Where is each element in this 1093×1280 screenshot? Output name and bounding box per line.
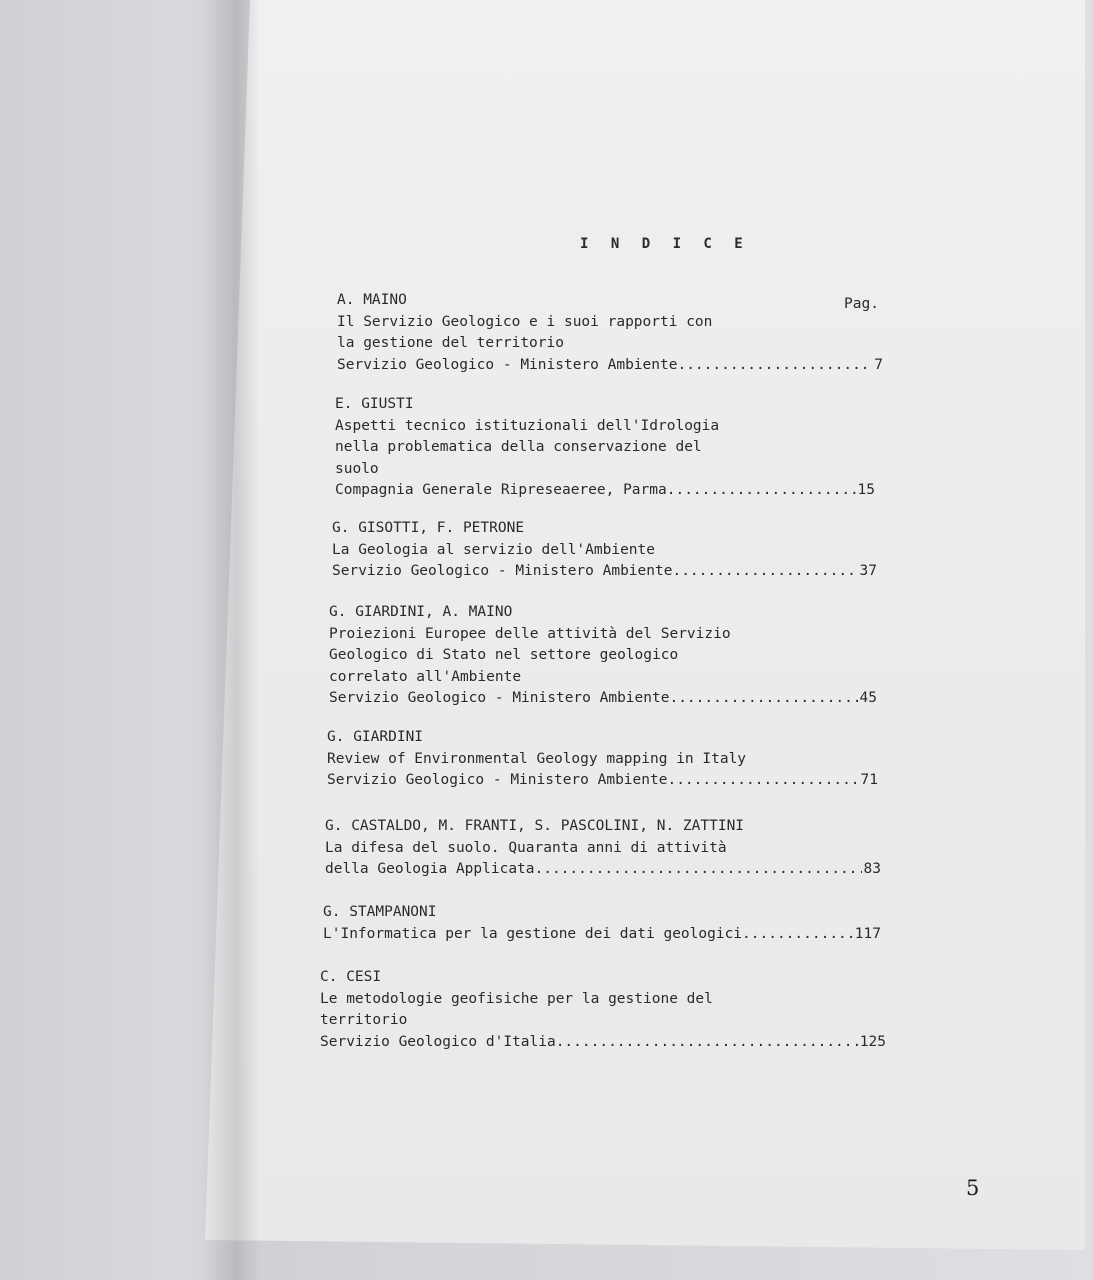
entry-title-line: Proiezioni Europee delle attività del Servizio xyxy=(329,625,731,642)
page-number: 5 xyxy=(966,1176,980,1200)
entry-authors: A. MAINO xyxy=(337,292,407,308)
entry-authors: C. CESI xyxy=(320,969,382,985)
index-entry xyxy=(329,602,877,710)
entry-title-line: Geologico di Stato nel settore geologico xyxy=(329,647,679,663)
entry-title-line: La Geologia al servizio dell'Ambiente xyxy=(332,541,656,558)
dot-leader xyxy=(667,480,856,502)
entry-authors: E. GIUSTI xyxy=(335,396,414,412)
entry-affiliation-line xyxy=(327,770,878,792)
dot-leader xyxy=(742,924,853,946)
entry-authors: G. GIARDINI xyxy=(327,729,424,745)
entry-authors: G. STAMPANONI xyxy=(323,904,437,920)
entry-page-number: 15 xyxy=(857,482,875,498)
dot-leader xyxy=(667,770,858,792)
entry-affiliation-line xyxy=(320,1032,886,1054)
dot-leader xyxy=(669,688,857,710)
index-entry xyxy=(327,727,878,792)
entry-title-line: Le metodologie geofisiche per la gestione del xyxy=(320,990,713,1007)
index-entry xyxy=(323,902,881,945)
entry-title-line: Aspetti tecnico istituzionali dell'Idrologia xyxy=(335,417,720,434)
dot-leader xyxy=(672,561,857,583)
entry-page-number: 83 xyxy=(863,861,881,877)
entry-authors: G. GIARDINI, A. MAINO xyxy=(329,604,513,620)
entry-affiliation: Servizio Geologico d'Italia xyxy=(320,1033,556,1050)
index-heading: I N D I C E xyxy=(580,236,750,252)
entry-affiliation: Compagnia Generale Ripreseaeree, Parma xyxy=(335,482,667,498)
entry-page-number: 45 xyxy=(859,690,877,706)
entry-page-number: 125 xyxy=(859,1033,886,1050)
entry-page-number: 7 xyxy=(874,356,883,373)
entry-title-line: la gestione del territorio xyxy=(337,335,564,351)
index-entry xyxy=(332,518,877,583)
index-entry xyxy=(335,394,875,502)
entry-affiliation: Servizio Geologico - Ministero Ambiente xyxy=(327,772,668,788)
entry-affiliation-line xyxy=(332,561,877,583)
entry-affiliation: L'Informatica per la gestione dei dati geologici xyxy=(323,925,743,942)
entry-affiliation: Servizio Geologico - Ministero Ambiente xyxy=(337,356,678,373)
dot-leader xyxy=(556,1032,858,1054)
entry-title-line: suolo xyxy=(335,460,379,477)
index-entry xyxy=(337,290,883,376)
pag-label: Pag. xyxy=(844,296,879,312)
entry-affiliation-line xyxy=(337,355,883,377)
entry-affiliation-line xyxy=(323,924,881,946)
entry-title-line: La difesa del suolo. Quaranta anni di attività xyxy=(325,839,727,856)
dot-leader xyxy=(535,859,862,881)
entry-title-line: Review of Environmental Geology mapping in Italy xyxy=(327,750,747,767)
entry-title-line: nella problematica della conservazione del xyxy=(335,439,702,455)
entry-title-line: Il Servizio Geologico e i suoi rapporti con xyxy=(337,313,713,330)
entry-page-number: 71 xyxy=(860,772,878,788)
entry-title-line: territorio xyxy=(320,1012,408,1028)
entry-affiliation: della Geologia Applicata xyxy=(325,861,535,877)
index-entry xyxy=(325,816,881,881)
entry-affiliation: Servizio Geologico - Ministero Ambiente xyxy=(332,563,673,579)
entry-title-line: correlato all'Ambiente xyxy=(329,668,522,685)
entry-affiliation-line xyxy=(329,688,877,710)
index-entry xyxy=(320,967,886,1053)
entry-authors: G. CASTALDO, M. FRANTI, S. PASCOLINI, N. ZATTINI xyxy=(325,818,745,834)
entry-page-number: 117 xyxy=(854,925,881,942)
entry-affiliation-line xyxy=(335,480,875,502)
entry-affiliation-line xyxy=(325,859,881,881)
entry-page-number: 37 xyxy=(859,563,877,579)
entry-authors: G. GISOTTI, F. PETRONE xyxy=(332,520,525,536)
entry-affiliation: Servizio Geologico - Ministero Ambiente xyxy=(329,690,670,706)
dot-leader xyxy=(677,355,872,377)
